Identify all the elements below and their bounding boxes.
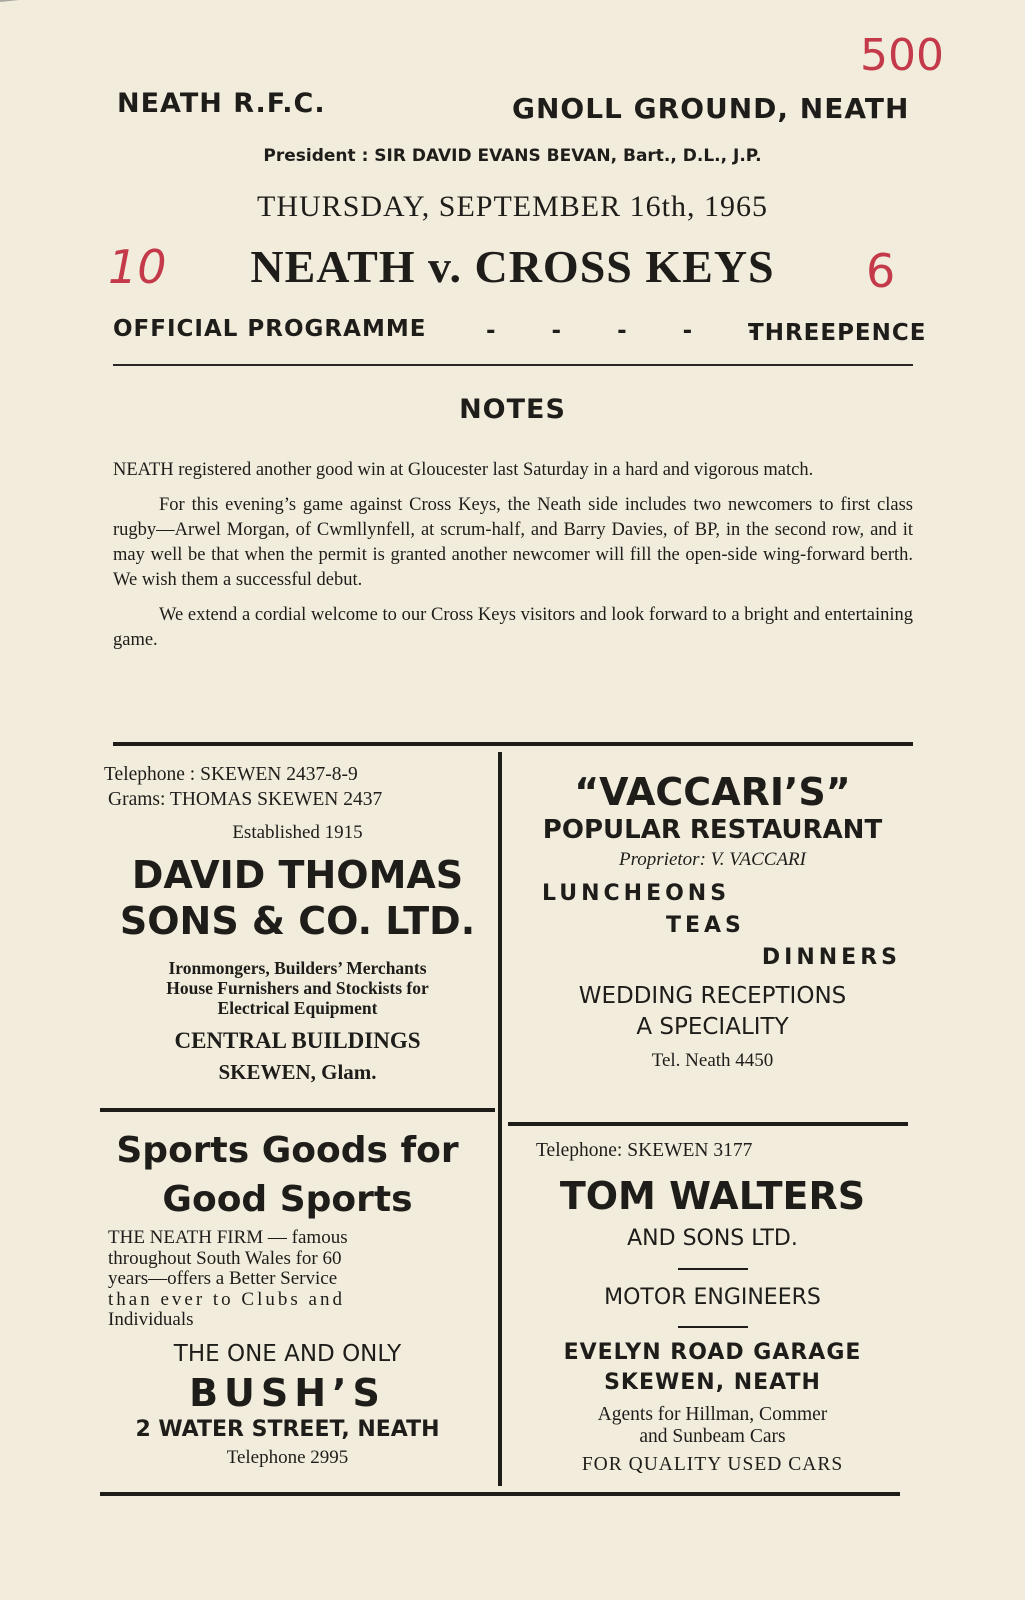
notes-paragraph-1: NEATH registered another good win at Gloucester last Saturday in a hard and vigorous match. [113, 460, 814, 480]
restaurant-proprietor: Proprietor: V. VACCARI [619, 849, 806, 870]
menu-item-teas: TEAS [666, 913, 745, 938]
ad-description-1: Ironmongers, Builders’ Merchants [168, 958, 427, 978]
ad-bushs [100, 1126, 475, 1471]
restaurant-name: “VACCARI’S” [574, 770, 851, 814]
page-corner-fold [0, 0, 179, 2]
adverts-bottom-rule [100, 1492, 900, 1496]
ad-address-2: SKEWEN, Glam. [218, 1060, 377, 1084]
notes-paragraph-3: We extend a cordial welcome to our Cross Keys visitors and look forward to a bright and entertaining game. [113, 605, 913, 650]
ad-tom-walters [520, 1138, 905, 1480]
garage-name: TOM WALTERS [559, 1174, 866, 1218]
ad-description-2: House Furnishers and Stockists for [166, 978, 429, 998]
adverts-top-rule [113, 742, 913, 746]
ad-description-3: Electrical Equipment [217, 998, 378, 1018]
ground-name: GNOLL GROUND, NEATH [512, 92, 910, 125]
notes-body [113, 458, 913, 663]
company-name-line2: SONS & CO. LTD. [119, 899, 476, 943]
away-score-handwritten: 6 [866, 244, 896, 298]
garage-telephone: Telephone: SKEWEN 3177 [536, 1140, 753, 1161]
garage-tagline: FOR QUALITY USED CARS [581, 1454, 844, 1475]
restaurant-subtitle: POPULAR RESTAURANT [542, 815, 883, 845]
shop-address: 2 WATER STREET, NEATH [135, 1416, 440, 1442]
special-line-1: WEDDING RECEPTIONS [578, 983, 847, 1009]
sports-body-3: years—offers a Better Service [108, 1268, 338, 1289]
garage-divider-2 [678, 1326, 748, 1328]
ad-telephone: Telephone : SKEWEN 2437-8-9 [104, 764, 358, 785]
sports-tagline: THE ONE AND ONLY [173, 1340, 402, 1367]
sports-body-2: throughout South Wales for 60 [108, 1247, 342, 1269]
dash-separator: - - - - - [486, 318, 782, 344]
ad-address-1: CENTRAL BUILDINGS [174, 1028, 421, 1053]
sports-body-5: Individuals [108, 1309, 194, 1330]
header-divider [113, 364, 913, 366]
president-line: President : SIR DAVID EVANS BEVAN, Bart., D.L., J.P. [263, 146, 762, 166]
ad-vaccaris [520, 770, 905, 1076]
match-title: NEATH v. CROSS KEYS [250, 241, 775, 292]
company-name-line1: DAVID THOMAS [131, 853, 464, 897]
menu-item-dinners: DINNERS [761, 945, 901, 970]
menu-item-luncheons: LUNCHEONS [542, 881, 731, 906]
garage-agents-2: and Sunbeam Cars [639, 1426, 786, 1447]
adverts-vertical-divider [498, 752, 502, 1486]
ad-established: Established 1915 [232, 822, 363, 843]
sports-body-1: THE NEATH FIRM — famous [108, 1227, 348, 1248]
shop-telephone: Telephone 2995 [226, 1446, 349, 1468]
adverts-right-mid-rule [508, 1122, 908, 1126]
handwritten-annotation: 500 [860, 30, 944, 81]
garage-agents-1: Agents for Hillman, Commer [597, 1404, 828, 1425]
notes-heading: NOTES [459, 394, 566, 425]
club-name: NEATH R.F.C. [117, 88, 326, 119]
garage-address-1: EVELYN ROAD GARAGE [563, 1340, 862, 1365]
official-programme-label: OFFICIAL PROGRAMME [113, 316, 427, 342]
special-line-2: A SPECIALITY [636, 1014, 789, 1040]
match-date: THURSDAY, SEPTEMBER 16th, 1965 [257, 190, 768, 223]
restaurant-telephone: Tel. Neath 4450 [651, 1050, 774, 1071]
sports-headline-1: Sports Goods for [116, 1130, 459, 1171]
garage-divider-1 [678, 1268, 748, 1270]
notes-paragraph-2: For this evening’s game against Cross Keys, the Neath side includes two newcomers to first class rugby—Arwel Morgan, of Cwmllynfell, at scrum-half, and Barry Davies, of BP, in the second row, and it may well be that when the permit is granted another newcomer will fill the open-side wing-forward berth. We wish them a successful debut. [113, 495, 913, 590]
ad-grams: Grams: THOMAS SKEWEN 2437 [108, 789, 383, 810]
garage-trade: MOTOR ENGINEERS [604, 1285, 821, 1310]
garage-address-2: SKEWEN, NEATH [604, 1370, 821, 1395]
home-score-handwritten: 10 [108, 240, 167, 294]
programme-price: THREEPENCE [748, 320, 927, 346]
sports-body-4: than ever to Clubs and [108, 1288, 345, 1310]
ad-david-thomas [100, 762, 495, 1086]
shop-name: BUSH’S [189, 1370, 386, 1415]
sports-headline-2: Good Sports [162, 1179, 413, 1220]
adverts-left-mid-rule [100, 1108, 495, 1112]
garage-subname: AND SONS LTD. [627, 1226, 798, 1251]
